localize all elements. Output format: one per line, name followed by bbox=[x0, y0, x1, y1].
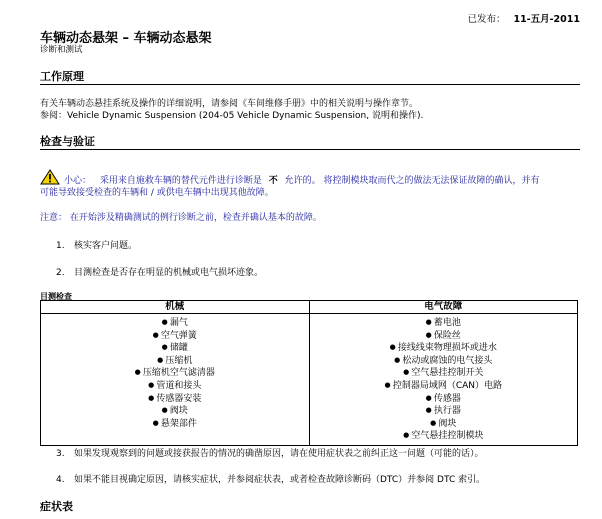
caution-text-b: 允许的。 将控制模块取而代之的做法无法保证故障的确认，并有 bbox=[284, 176, 540, 186]
step-text: 如果不能目视确定原因，请核实症状，并参阅症状表，或者检查故障诊断码（DTC）并参阅 DTC 索引。 bbox=[74, 475, 486, 485]
inspect-heading: 检查与验证 bbox=[40, 135, 95, 148]
caution-line-2: 可能导致接受检查的车辆和 / 或供电车辆中出现其他故障。 bbox=[40, 188, 274, 198]
step-2 bbox=[56, 265, 263, 278]
electrical-item: ● 控制器局域网（CAN）电路 bbox=[310, 380, 578, 393]
electrical-item: ● 传感器 bbox=[310, 393, 578, 406]
mechanical-item: ● 储罐 bbox=[41, 342, 309, 355]
electrical-list bbox=[310, 317, 578, 443]
published-date: 11-五月-2011 bbox=[513, 14, 580, 25]
mechanical-item: ● 压缩机空气滤清器 bbox=[41, 367, 309, 380]
electrical-cell bbox=[309, 314, 578, 446]
electrical-item: ● 蓄电池 bbox=[310, 317, 578, 330]
step-text: 目测检查是否存在明显的机械或电气损坏迹象。 bbox=[74, 268, 264, 278]
mechanical-item: ● 管道和接头 bbox=[41, 380, 309, 393]
mechanical-item: ● 压缩机 bbox=[41, 355, 309, 368]
inspect-divider bbox=[40, 149, 580, 150]
step-text: 如果发现观察到的问题或接获报告的情况的确凿原因，请在使用症状表之前纠正这一问题（可能的话）。 bbox=[74, 449, 484, 459]
mechanical-cell bbox=[41, 314, 310, 446]
step-1 bbox=[56, 238, 137, 251]
mechanical-item: ● 阀块 bbox=[41, 405, 309, 418]
electrical-item: ● 空气悬挂控制模块 bbox=[310, 430, 578, 443]
page-title: 车辆动态悬架 – 车辆动态悬架 bbox=[40, 31, 212, 46]
mechanical-item: ● 悬架部件 bbox=[41, 418, 309, 431]
principle-heading: 工作原理 bbox=[40, 70, 84, 83]
caution-not: 不 bbox=[268, 176, 278, 186]
electrical-item: ● 阀块 bbox=[310, 418, 578, 431]
step-number: 4. bbox=[56, 475, 65, 485]
electrical-item: ● 保险丝 bbox=[310, 330, 578, 343]
caution-line-1 bbox=[64, 175, 540, 187]
mechanical-item: ● 漏气 bbox=[41, 317, 309, 330]
published-label: 已发布： bbox=[467, 14, 506, 25]
page-subtitle: 诊断和测试 bbox=[40, 45, 83, 55]
symptoms-heading: 症状表 bbox=[40, 500, 73, 513]
electrical-item: ● 接线线束物理损坏或进水 bbox=[310, 342, 578, 355]
step-4 bbox=[56, 472, 485, 485]
note-text: 注意： 在开始涉及精确测试的例行诊断之前，检查并确认基本的故障。 bbox=[40, 213, 322, 223]
caution-text-a: 采用来自施救车辆的替代元件进行诊断是 bbox=[99, 176, 262, 186]
visual-check-table bbox=[40, 300, 578, 446]
column-header-electrical: 电气故障 bbox=[309, 301, 578, 314]
caution-label: 小心： bbox=[64, 176, 92, 186]
step-number: 2. bbox=[56, 268, 65, 278]
warning-icon bbox=[40, 169, 60, 185]
mechanical-item: ● 传感器安装 bbox=[41, 393, 309, 406]
step-number: 1. bbox=[56, 241, 65, 251]
visual-check-label: 目测检查 bbox=[40, 292, 72, 301]
electrical-item: ● 松动或腐蚀的电气接头 bbox=[310, 355, 578, 368]
step-text: 核实客户问题。 bbox=[74, 241, 138, 251]
electrical-item: ● 执行器 bbox=[310, 405, 578, 418]
electrical-item: ● 空气悬挂控制开关 bbox=[310, 367, 578, 380]
step-number: 3. bbox=[56, 449, 65, 459]
mechanical-list bbox=[41, 317, 309, 430]
principle-reference-link[interactable]: 参阅：Vehicle Dynamic Suspension (204-05 Vehicle Dynamic Suspension, 说明和操作). bbox=[40, 111, 424, 121]
published-info bbox=[467, 11, 580, 25]
principle-divider bbox=[40, 84, 580, 85]
step-3 bbox=[56, 446, 484, 459]
column-header-mechanical: 机械 bbox=[41, 301, 310, 314]
mechanical-item: ● 空气弹簧 bbox=[41, 330, 309, 343]
principle-text: 有关车辆动态悬挂系统及操作的详细说明，请参阅《车间维修手册》中的相关说明与操作章节。 bbox=[40, 99, 419, 109]
